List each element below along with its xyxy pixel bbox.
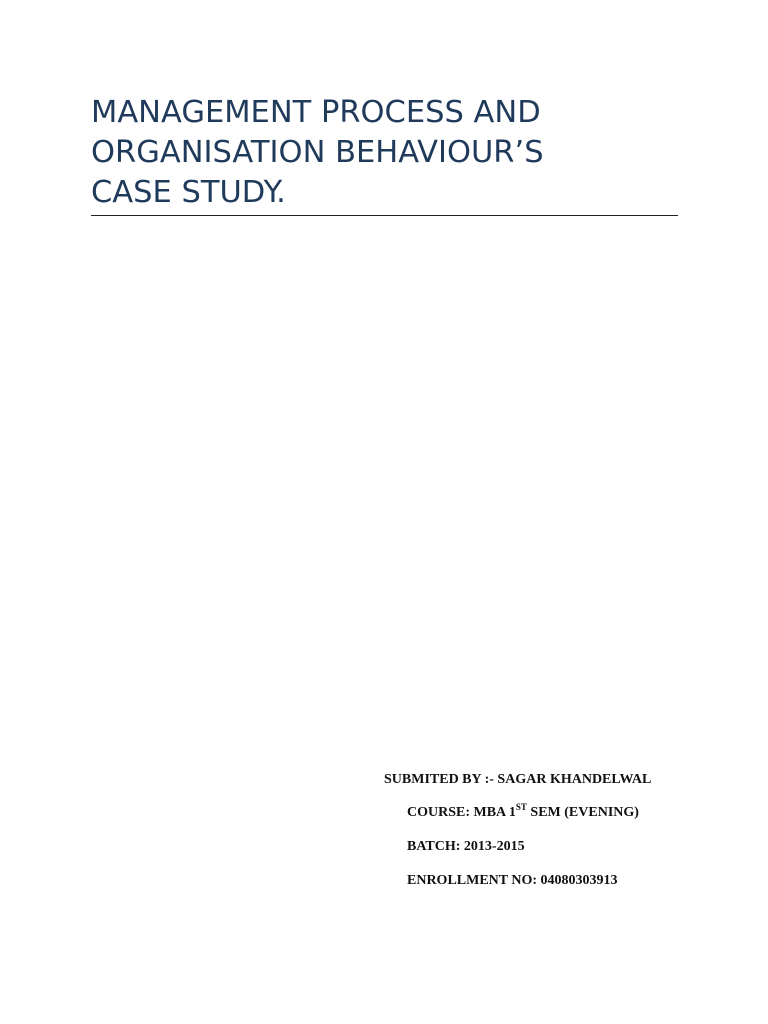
course-suffix: SEM (EVENING) [526, 805, 639, 820]
course-prefix: COURSE: MBA 1 [407, 805, 516, 820]
title-line-2: ORGANISATION BEHAVIOUR’S [91, 135, 544, 170]
title-line-1: MANAGEMENT PROCESS AND [91, 95, 541, 130]
enrollment-line: ENROLLMENT NO: 04080303913 [407, 873, 618, 888]
batch-line: BATCH: 2013-2015 [407, 839, 525, 854]
course-superscript: ST [515, 802, 527, 812]
title-line-3: CASE STUDY. [91, 175, 286, 210]
submitted-by-line: SUBMITED BY :- SAGAR KHANDELWAL [384, 772, 652, 787]
course-line [407, 804, 639, 822]
